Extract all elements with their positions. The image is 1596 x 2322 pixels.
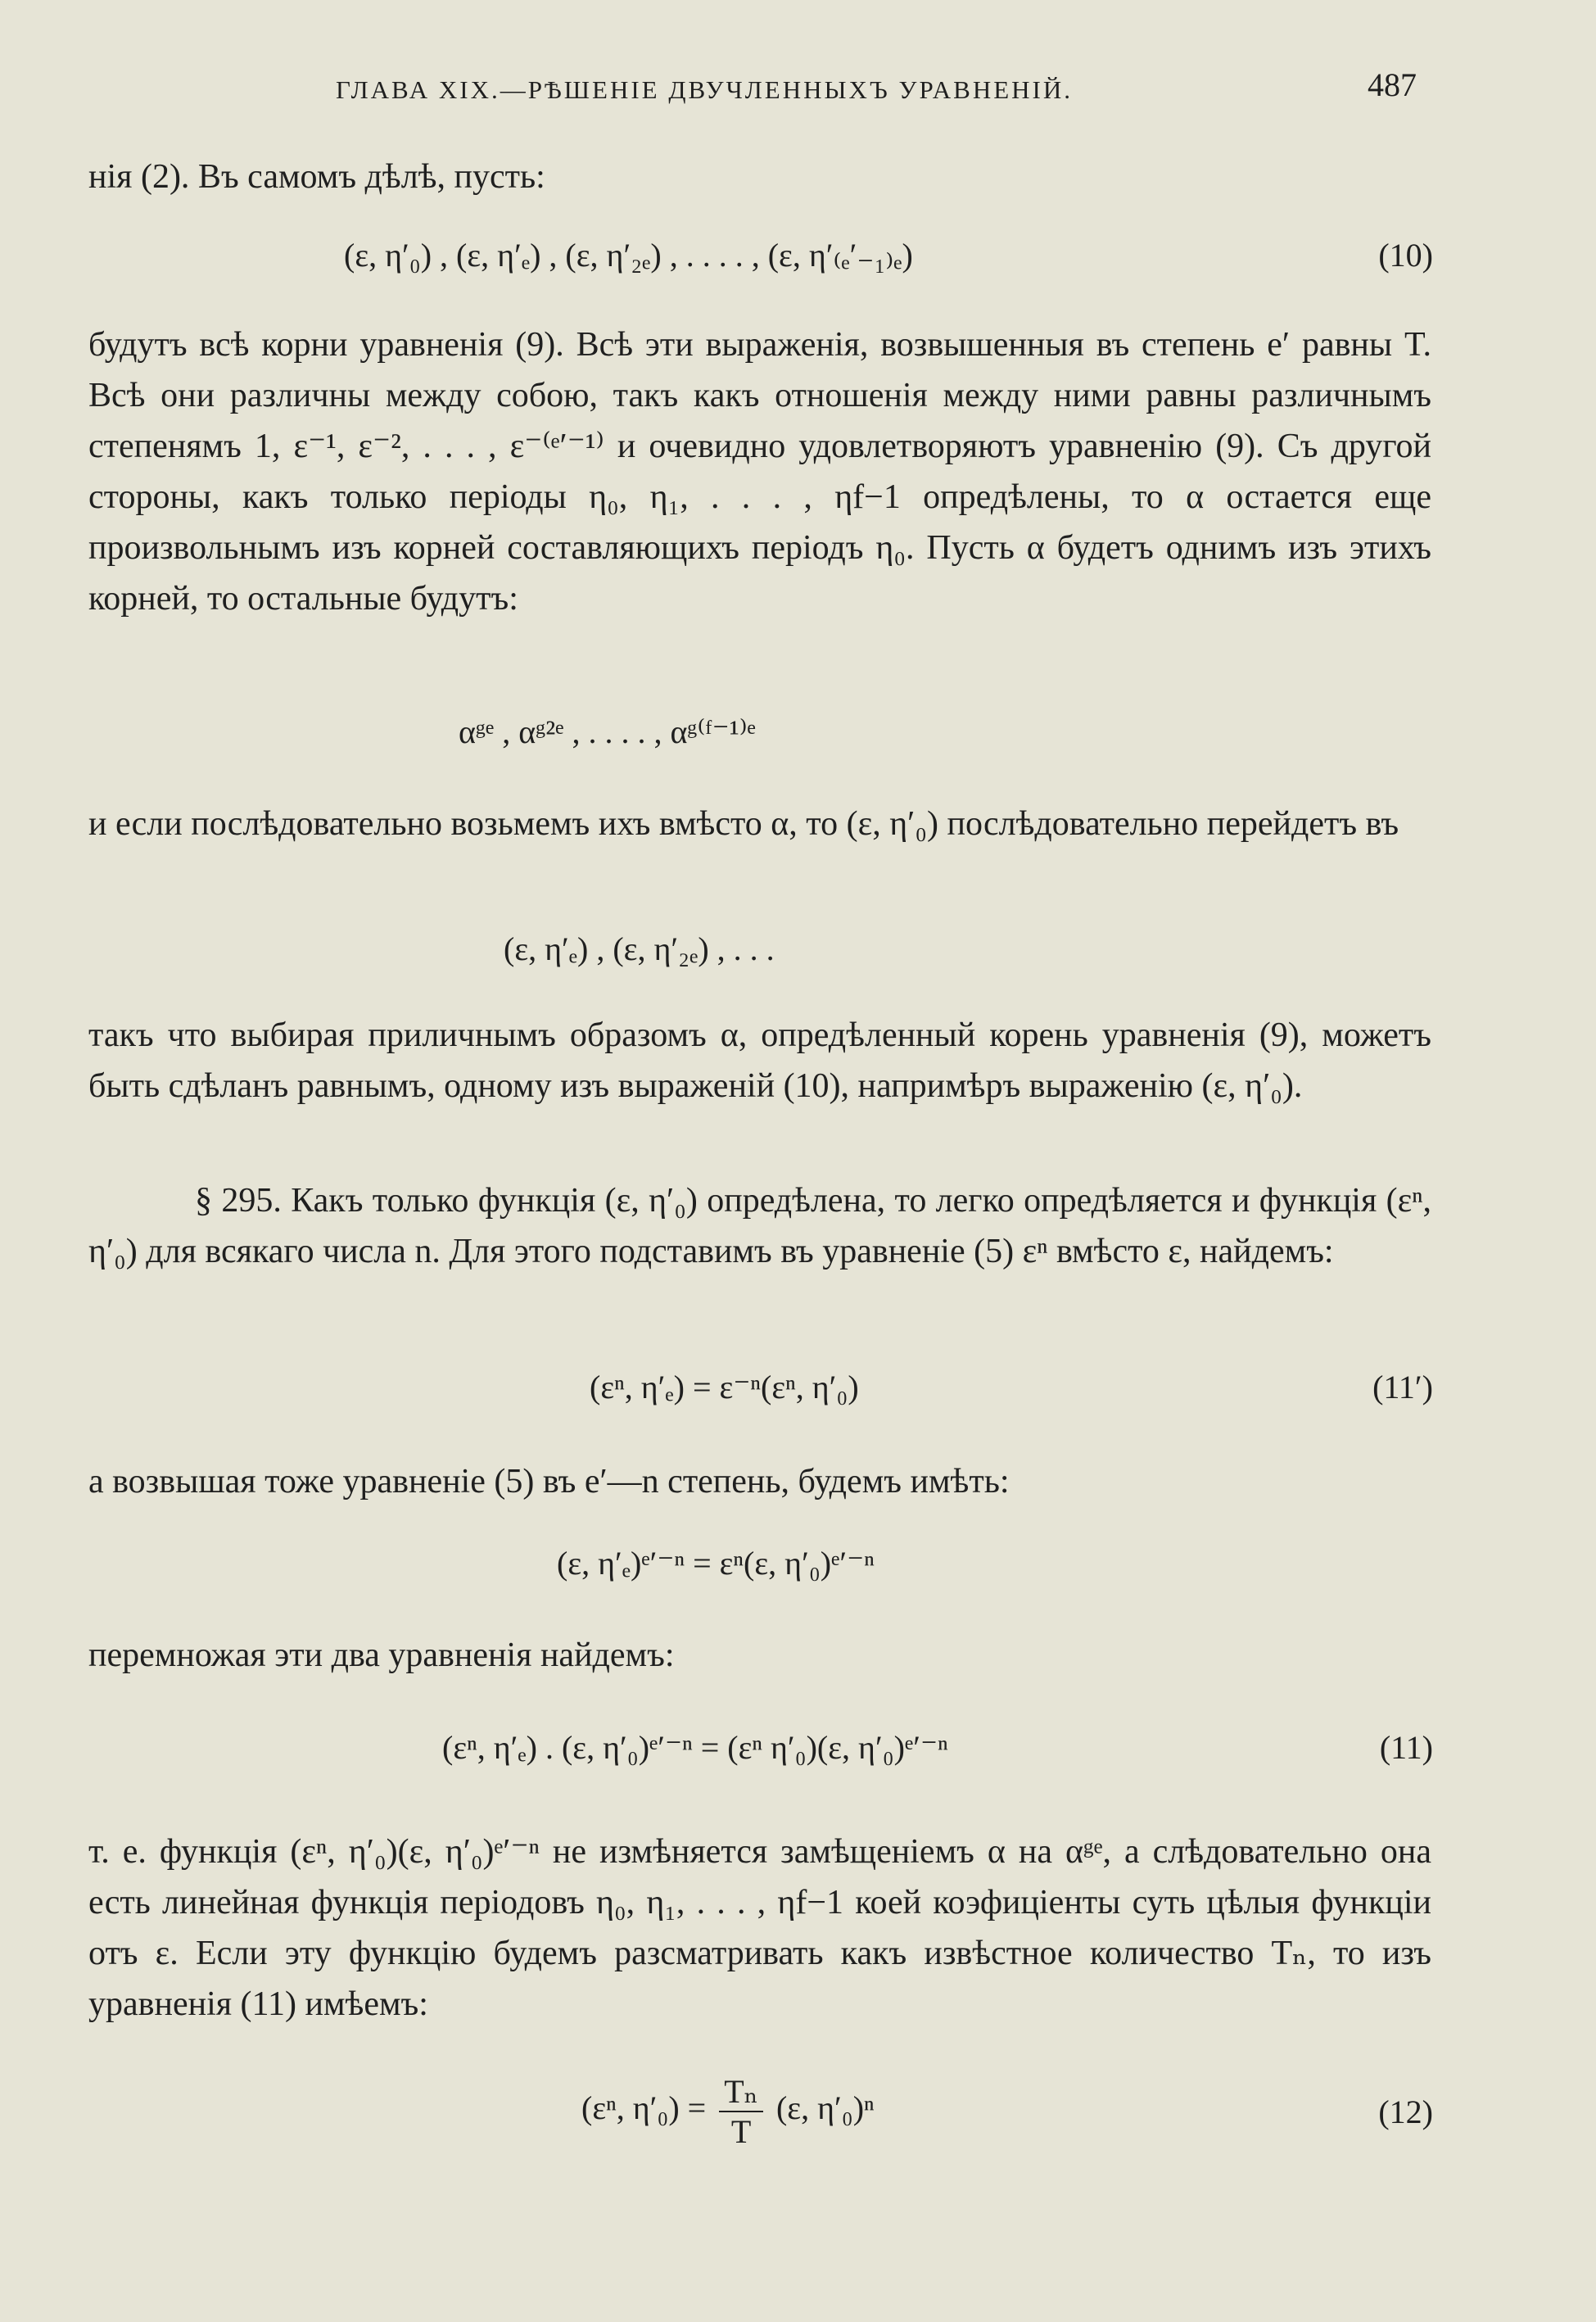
equation-12-numerator: Tₙ [719,2072,763,2112]
equation-11-prime: (εⁿ, η′ₑ) = ε⁻ⁿ(εⁿ, η′₀) [590,1369,859,1405]
equation-12-left: (εⁿ, η′₀) = [581,2089,707,2127]
paragraph-1: нія (2). Въ самомъ дѣлѣ, пусть: [88,158,545,196]
paragraph-7: перемножая эти два уравненія найдемъ: [88,1636,675,1674]
equation-transitions: (ε, η′ₑ) , (ε, η′₂ₑ) , . . . [504,930,775,967]
running-header: ГЛАВА XIX.—РѢШЕНІЕ ДВУЧЛЕННЫХЪ УРАВНЕНІЙ. [336,75,1074,104]
equation-10: (ε, η′₀) , (ε, η′ₑ) , (ε, η′₂ₑ) , . . . . , (ε, η′₍ₑ′₋₁₎ₑ) [344,237,913,274]
equation-number-11-prime: (11′) [1372,1369,1433,1405]
equation-power: (ε, η′ₑ)ᵉ′⁻ⁿ = εⁿ(ε, η′₀)ᵉ′⁻ⁿ [557,1545,875,1582]
equation-12-right: (ε, η′₀)ⁿ [775,2089,875,2127]
paragraph-4: такъ что выбирая приличнымъ образомъ α, опредѣленный корень уравненія (9), можетъ быть сдѣланъ равнымъ, одному изъ выраженій (10), напримѣръ выраженію (ε, η′₀). [88,1016,1431,1105]
equation-12-denominator: T [730,2113,752,2150]
equation-number-10: (10) [1378,237,1433,274]
equation-number-12: (12) [1378,2093,1433,2130]
equation-12-fraction [719,2072,763,2151]
paragraph-8: т. е. функція (εⁿ, η′₀)(ε, η′₀)ᵉ′⁻ⁿ не измѣняется замѣщеніемъ α на αᵍᵉ, а слѣдовательно она есть линейная функція періодовъ η₀, η₁, . . . , ηf−1 коей коэфиціенты суть цѣлыя функціи отъ ε. Если эту функцію будемъ разсматривать какъ извѣстное количество Tₙ, то изъ уравненія (11) имѣемъ: [88,1833,1431,2023]
paragraph-2: будутъ всѣ корни уравненія (9). Всѣ эти выраженія, возвышенныя въ степень e′ равны T. Всѣ они различны между собою, такъ какъ отношенія между ними равны различнымъ степенямъ 1, ε⁻¹, ε⁻², . . . , ε⁻⁽ᵉ′⁻¹⁾ и очевидно удовлетворяютъ уравненію (9). Съ другой стороны, какъ только періоды η₀, η₁, . . . , ηf−1 опредѣлены, то α остается еще произвольнымъ изъ корней составляющихъ періодъ η₀. Пусть α будетъ однимъ изъ этихъ корней, то остальные будутъ: [88,326,1431,618]
page-number: 487 [1368,66,1417,103]
equation-powers: αᵍᵉ , αᵍ²ᵉ , . . . . , αᵍ⁽ᶠ⁻¹⁾ᵉ [459,713,756,750]
paragraph-3: и если послѣдовательно возьмемъ ихъ вмѣсто α, то (ε, η′₀) послѣдовательно перейдетъ въ [88,805,1399,843]
equation-number-11: (11) [1379,1729,1433,1766]
paragraph-5: § 295. Какъ только функція (ε, η′₀) опредѣлена, то легко опредѣляется и функція (εⁿ, η′₀) для всякаго числа n. Для этого подставимъ въ уравненіе (5) εⁿ вмѣсто ε, найдемъ: [88,1182,1431,1270]
equation-11: (εⁿ, η′ₑ) . (ε, η′₀)ᵉ′⁻ⁿ = (εⁿ η′₀)(ε, η′₀)ᵉ′⁻ⁿ [442,1729,948,1766]
paragraph-6: а возвышая тоже уравненіе (5) въ e′—n степень, будемъ имѣть: [88,1463,1010,1500]
equation-12 [581,2072,875,2151]
